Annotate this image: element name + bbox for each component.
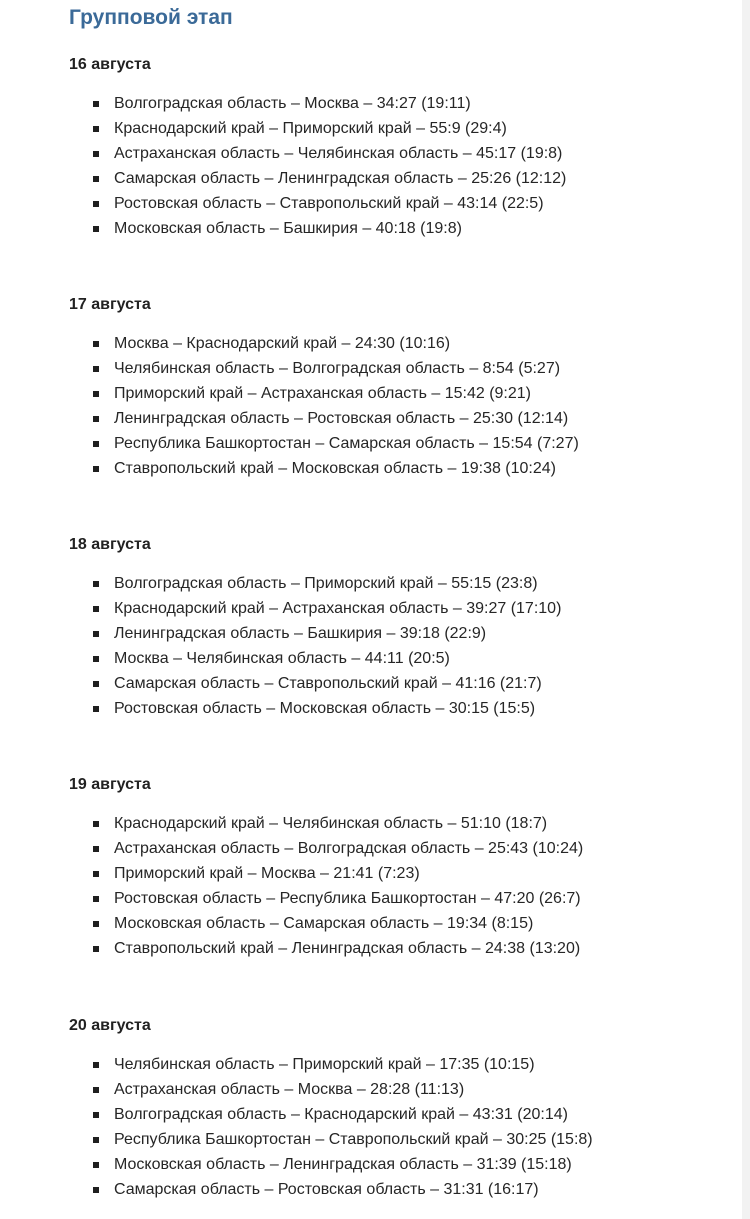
bullet-icon xyxy=(93,441,99,447)
bullet-icon xyxy=(93,581,99,587)
bullet-icon xyxy=(93,606,99,612)
bullet-icon xyxy=(93,226,99,232)
bullet-icon xyxy=(93,151,99,157)
game-result: Москва – Краснодарский край – 24:30 (10:16) xyxy=(114,335,451,352)
bullet-icon xyxy=(93,101,99,107)
game-result: Приморский край – Астраханская область – 15:42 (9:21) xyxy=(114,385,531,402)
game-result: Приморский край – Москва – 21:41 (7:23) xyxy=(114,865,420,882)
bullet-icon xyxy=(93,416,99,422)
game-result: Ставропольский край – Ленинградская область – 24:38 (13:20) xyxy=(114,940,581,957)
game-result: Московская область – Ленинградская область – 31:39 (15:18) xyxy=(114,1156,572,1173)
bullet-icon xyxy=(93,706,99,712)
game-result: Москва – Челябинская область – 44:11 (20:5) xyxy=(114,650,450,667)
bullet-icon xyxy=(93,391,99,397)
game-result: Челябинская область – Волгоградская область – 8:54 (5:27) xyxy=(114,360,561,377)
game-result: Краснодарский край – Приморский край – 55:9 (29:4) xyxy=(114,120,507,137)
bullet-icon xyxy=(93,946,99,952)
bullet-icon xyxy=(93,1087,99,1093)
bullet-icon xyxy=(93,201,99,207)
bullet-icon xyxy=(93,1187,99,1193)
game-result: Волгоградская область – Краснодарский край – 43:31 (20:14) xyxy=(114,1106,568,1123)
game-result: Ростовская область – Ставропольский край – 43:14 (22:5) xyxy=(114,195,544,212)
game-result: Московская область – Башкирия – 40:18 (19:8) xyxy=(114,220,462,237)
game-result: Астраханская область – Челябинская область – 45:17 (19:8) xyxy=(114,145,563,162)
day-date: 19 августа xyxy=(69,776,151,793)
bullet-icon xyxy=(93,846,99,852)
game-result: Ростовская область – Московская область – 30:15 (15:5) xyxy=(114,700,536,717)
game-result: Волгоградская область – Приморский край – 55:15 (23:8) xyxy=(114,575,538,592)
day-date: 20 августа xyxy=(69,1017,151,1034)
page-edge xyxy=(742,0,750,1219)
day-date: 18 августа xyxy=(69,536,151,553)
game-result: Краснодарский край – Астраханская область – 39:27 (17:10) xyxy=(114,600,562,617)
game-result: Ленинградская область – Ростовская область – 25:30 (12:14) xyxy=(114,410,569,427)
game-result: Республика Башкортостан – Ставропольский край – 30:25 (15:8) xyxy=(114,1131,593,1148)
bullet-icon xyxy=(93,366,99,372)
game-result: Московская область – Самарская область – 19:34 (8:15) xyxy=(114,915,534,932)
bullet-icon xyxy=(93,896,99,902)
bullet-icon xyxy=(93,341,99,347)
bullet-icon xyxy=(93,631,99,637)
game-result: Астраханская область – Москва – 28:28 (11:13) xyxy=(114,1081,465,1098)
game-result: Самарская область – Ленинградская область – 25:26 (12:12) xyxy=(114,170,567,187)
day-date: 17 августа xyxy=(69,296,151,313)
game-result: Волгоградская область – Москва – 34:27 (19:11) xyxy=(114,95,471,112)
bullet-icon xyxy=(93,1137,99,1143)
game-result: Ленинградская область – Башкирия – 39:18 (22:9) xyxy=(114,625,487,642)
bullet-icon xyxy=(93,1062,99,1068)
bullet-icon xyxy=(93,681,99,687)
bullet-icon xyxy=(93,126,99,132)
game-result: Ставропольский край – Московская область – 19:38 (10:24) xyxy=(114,460,556,477)
day-date: 16 августа xyxy=(69,56,151,73)
bullet-icon xyxy=(93,466,99,472)
bullet-icon xyxy=(93,921,99,927)
bullet-icon xyxy=(93,871,99,877)
game-result: Самарская область – Ростовская область – 31:31 (16:17) xyxy=(114,1181,539,1198)
bullet-icon xyxy=(93,176,99,182)
game-result: Ростовская область – Республика Башкортостан – 47:20 (26:7) xyxy=(114,890,581,907)
game-result: Республика Башкортостан – Самарская область – 15:54 (7:27) xyxy=(114,435,579,452)
bullet-icon xyxy=(93,656,99,662)
section-title: Групповой этап xyxy=(69,6,233,29)
game-result: Краснодарский край – Челябинская область – 51:10 (18:7) xyxy=(114,815,548,832)
game-result: Астраханская область – Волгоградская область – 25:43 (10:24) xyxy=(114,840,584,857)
bullet-icon xyxy=(93,1112,99,1118)
bullet-icon xyxy=(93,1162,99,1168)
game-result: Самарская область – Ставропольский край – 41:16 (21:7) xyxy=(114,675,542,692)
bullet-icon xyxy=(93,821,99,827)
game-result: Челябинская область – Приморский край – 17:35 (10:15) xyxy=(114,1056,535,1073)
